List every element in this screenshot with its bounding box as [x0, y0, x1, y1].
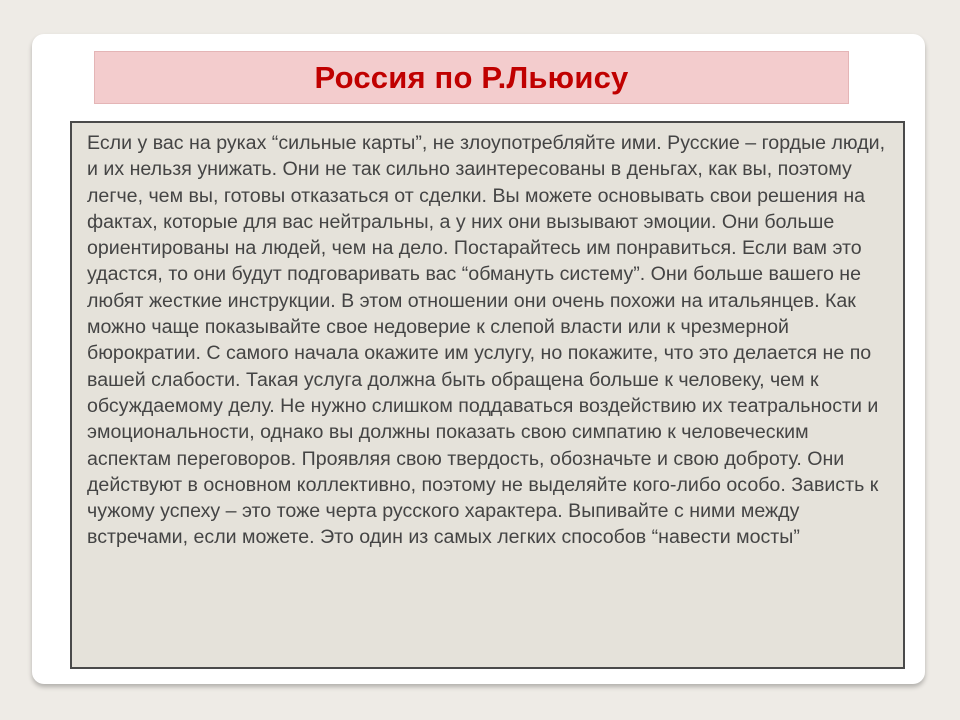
slide-title: Россия по Р.Льюису	[314, 59, 629, 95]
text-box	[70, 121, 905, 669]
title-bar	[94, 51, 849, 104]
body-paragraph: Если у вас на руках “сильные карты”, не злоупотребляйте ими. Русские – гордые люди, и их нельзя унижать. Они не так сильно заинтересованы в деньгах, как вы, поэтому легче, чем вы, готовы отказаться от сделки. Вы можете основывать свои решения на фактах, которые для вас нейтральны, а у них они вызывают эмоции. Они больше ориентированы на людей, чем на дело. Постарайтесь им понравиться. Если вам это удастся, то они будут подговаривать вас “обмануть систему”. Они больше вашего не любят жесткие инструкции. В этом отношении они очень похожи на итальянцев. Как можно чаще показывайте свое недоверие к слепой власти или к чрезмерной бюрократии. С самого начала окажите им услугу, но покажите, что это делается не по вашей слабости. Такая услуга должна быть обращена больше к человеку, чем к обсуждаемому делу. Не нужно слишком поддаваться воздействию их театральности и эмоциональности, однако вы должны показать свою симпатию к человеческим аспектам переговоров. Проявляя свою твердость, обозначьте и свою доброту. Они действуют в основном коллективно, поэтому не выделяйте кого-либо особо. Зависть к чужому успеху – это тоже черта русского характера. Выпивайте с ними между встречами, если можете. Это один из самых легких способов “навести мосты”	[87, 132, 886, 549]
